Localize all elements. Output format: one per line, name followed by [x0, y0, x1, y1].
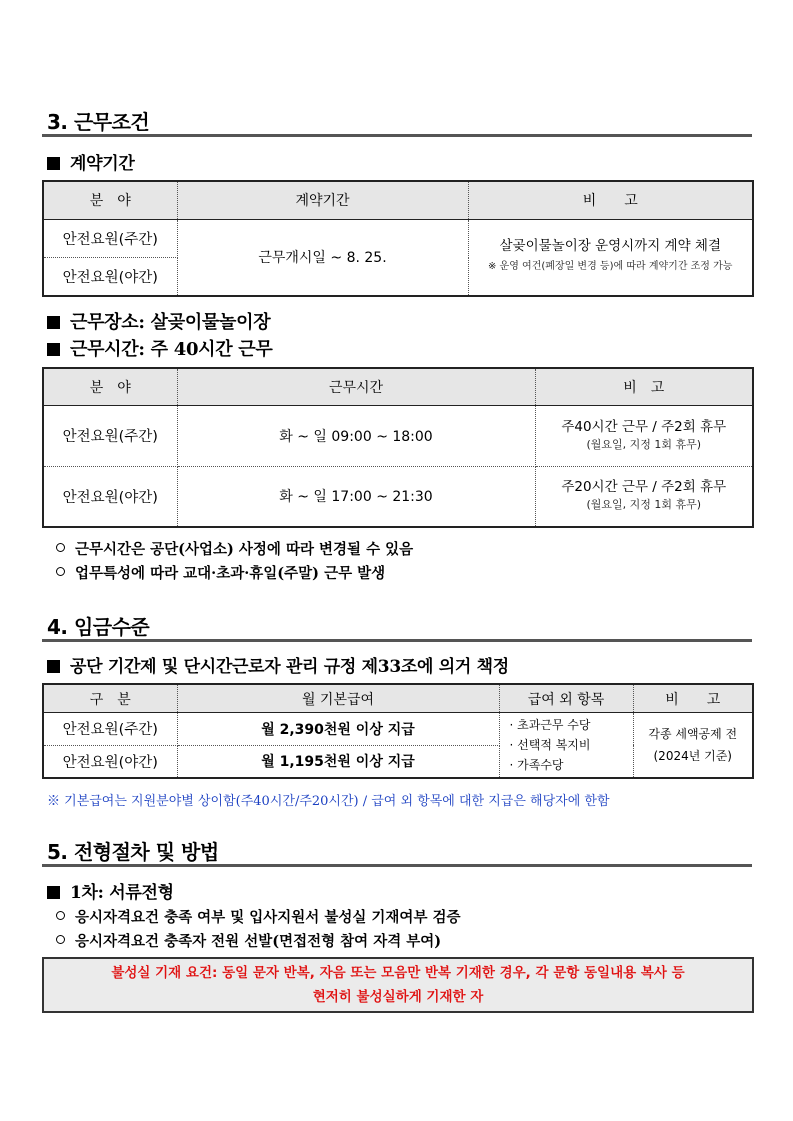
contract-header-field: 분 야: [43, 181, 177, 219]
wage-extra-3: · 가족수당: [509, 758, 564, 773]
square-bullet-icon: [47, 343, 60, 356]
wage-note: [633, 713, 753, 778]
screening-bullet-1: [56, 906, 461, 927]
circle-bullet-icon: [56, 543, 65, 552]
hours-heading: [47, 335, 273, 361]
screening-bullet-2-text: 응시자격요건 충족자 전원 선발(면접전형 참여 자격 부여): [75, 933, 442, 950]
wage-row-night-field: 안전요원(야간): [43, 745, 177, 778]
contract-heading-text: 계약기간: [70, 154, 135, 174]
wage-heading: [47, 652, 509, 677]
screening-bullet-2: [56, 930, 441, 951]
section-5-title: 5. 전형절차 및 방법: [47, 840, 219, 864]
square-bullet-icon: [47, 316, 60, 329]
wage-note-2: (2024년 기준): [653, 749, 732, 764]
hours-header-field: 분 야: [43, 368, 177, 405]
wage-header-note: 비 고: [633, 684, 753, 713]
hours-table: [42, 367, 754, 528]
contract-note: [468, 219, 753, 296]
contract-header-note: 비 고: [468, 181, 753, 219]
wage-note-1: 각종 세액공제 전: [648, 727, 738, 742]
wage-header-pay: 월 기본급여: [177, 684, 499, 713]
hours-row-day-note-main: 주40시간 근무 / 주2회 휴무: [561, 418, 727, 435]
wage-footnote: ※ 기본급여는 지원분야별 상이함(주40시간/주20시간) / 급여 외 항목에 대한 지급은 해당자에 한함: [47, 794, 610, 809]
wage-row-day-pay: 월 2,390천원 이상 지급: [177, 713, 499, 746]
hours-header-note: 비 고: [535, 368, 753, 405]
wage-row-day-field: 안전요원(주간): [43, 713, 177, 746]
hours-row-night-time: 화 ~ 일 17:00 ~ 21:30: [177, 466, 535, 527]
circle-bullet-icon: [56, 935, 65, 944]
square-bullet-icon: [47, 886, 60, 899]
square-bullet-icon: [47, 157, 60, 170]
hours-bullet-2: [56, 562, 385, 583]
section-4-title: 4. 임금수준: [47, 615, 150, 639]
hours-bullet-1-text: 근무시간은 공단(사업소) 사정에 따라 변경될 수 있음: [75, 541, 414, 558]
hours-row-day-time: 화 ~ 일 09:00 ~ 18:00: [177, 405, 535, 466]
hours-row-day-note: [535, 405, 753, 466]
place-heading-text: 근무장소: 살곶이물놀이장: [70, 312, 271, 333]
hours-row-day-field: 안전요원(주간): [43, 405, 177, 466]
section-3-rule: [42, 134, 752, 137]
place-heading: [47, 308, 270, 334]
wage-extra-2: · 선택적 복지비: [509, 738, 591, 753]
hours-bullet-1: [56, 538, 413, 559]
warning-line-2: 현저히 불성실하게 기재한 자: [312, 989, 484, 1005]
contract-period: 근무개시일 ~ 8. 25.: [177, 219, 468, 296]
hours-header-time: 근무시간: [177, 368, 535, 405]
warning-line-1: 불성실 기재 요건: 동일 문자 반복, 자음 또는 모음만 반복 기재한 경우, 각 문항 동일내용 복사 등: [111, 965, 685, 981]
hours-bullet-2-text: 업무특성에 따라 교대·초과·휴일(주말) 근무 발생: [75, 565, 386, 582]
hours-row-night-note-sub: (월요일, 지정 1회 휴무): [586, 498, 702, 512]
hours-row-night-field: 안전요원(야간): [43, 466, 177, 527]
contract-heading: [47, 149, 135, 174]
circle-bullet-icon: [56, 567, 65, 576]
contract-note-main: 살곶이물놀이장 운영시까지 계약 체결: [499, 238, 722, 255]
wage-table: [42, 683, 754, 779]
contract-note-sub: ※ 운영 여건(폐장일 변경 등)에 따라 계약기간 조정 가능: [488, 261, 733, 273]
contract-row-day: 안전요원(주간): [43, 219, 177, 257]
wage-header-field: 구 분: [43, 684, 177, 713]
step1-heading-text: 1차: 서류전형: [70, 883, 174, 903]
wage-heading-text: 공단 기간제 및 단시간근로자 관리 규정 제33조에 의거 책정: [70, 657, 509, 677]
screening-bullet-1-text: 응시자격요건 충족 여부 및 입사지원서 불성실 기재여부 검증: [75, 909, 461, 926]
contract-table: [42, 180, 754, 297]
wage-header-extras: 급여 외 항목: [499, 684, 633, 713]
insincere-warning-box: [42, 957, 754, 1013]
wage-extra-1: · 초과근무 수당: [509, 718, 591, 733]
contract-row-night: 안전요원(야간): [43, 258, 177, 296]
wage-row-night-pay: 월 1,195천원 이상 지급: [177, 745, 499, 778]
hours-heading-text: 근무시간: 주 40시간 근무: [70, 339, 273, 360]
hours-row-night-note: [535, 466, 753, 527]
step1-heading: [47, 878, 174, 903]
contract-header-period: 계약기간: [177, 181, 468, 219]
section-3-title: 3. 근무조건: [47, 110, 150, 134]
hours-row-day-note-sub: (월요일, 지정 1회 휴무): [586, 437, 702, 451]
section-4-rule: [42, 639, 752, 642]
square-bullet-icon: [47, 660, 60, 673]
hours-row-night-note-main: 주20시간 근무 / 주2회 휴무: [561, 479, 727, 496]
wage-extras: [499, 713, 633, 778]
section-5-rule: [42, 864, 752, 867]
circle-bullet-icon: [56, 911, 65, 920]
